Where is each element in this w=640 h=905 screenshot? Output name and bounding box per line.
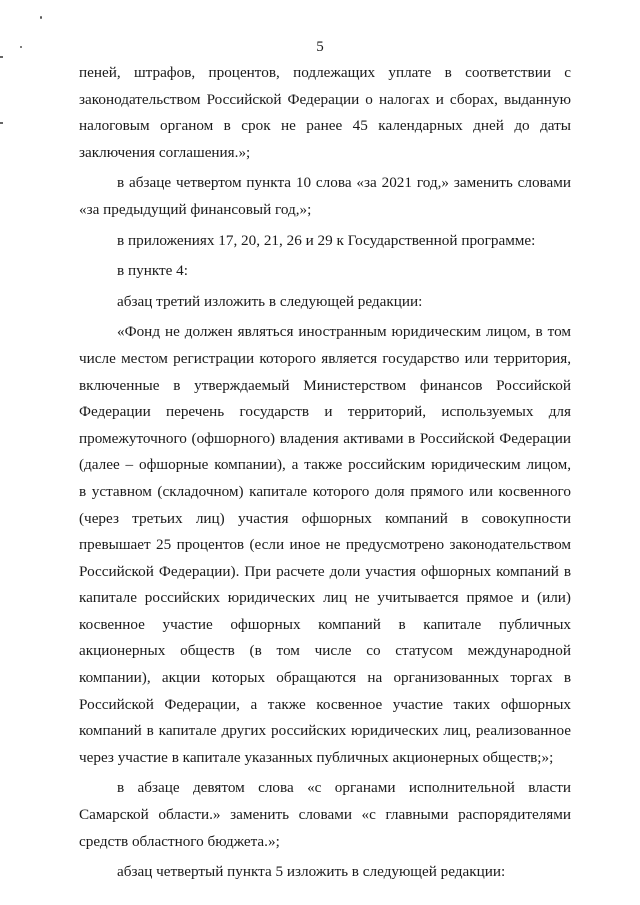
text-line: (через третьих лиц) участия офшорных компаний в совокупности <box>79 509 571 527</box>
text-line: законодательством Российской Федерации о налогах и сборах, выданную <box>79 90 571 108</box>
text-line: в приложениях 17, 20, 21, 26 и 29 к Государственной программе: <box>117 231 536 249</box>
text-line: «Фонд не должен являться иностранным юридическим лицом, в том <box>117 323 571 341</box>
text-line: числе местом регистрации которого является государство или территория, <box>79 349 571 367</box>
text-line: акционерных обществ (в том числе со статусом международной <box>79 642 571 660</box>
paragraph <box>79 60 571 166</box>
paragraph <box>79 170 571 223</box>
text-line: в уставном (складочном) капитале которого доля прямого или косвенного <box>79 482 571 500</box>
text-line: в пункте 4: <box>117 262 188 280</box>
text-line: Российской Федерации). При расчете доли участия офшорных компаний в <box>79 562 571 580</box>
paragraph <box>79 319 571 771</box>
text-line: средств областного бюджета.»; <box>79 832 280 850</box>
text-line: превышает 25 процентов (если иное не предусмотрено законодательством <box>79 536 571 554</box>
text-line: абзац четвертый пункта 5 изложить в следующей редакции: <box>117 863 506 881</box>
text-line: косвенное участие офшорных компаний в капитале публичных <box>79 615 571 633</box>
text-line: Российской Федерации, а также косвенное участие таких офшорных <box>79 695 571 713</box>
text-line: компаний в капитале других российских юридических лиц, реализованное <box>79 722 571 740</box>
text-line: Самарской области.» заменить словами «с главными распорядителями <box>79 806 571 824</box>
document-body <box>79 60 571 886</box>
text-line: капитале российских юридических лиц не учитывается прямое и (или) <box>79 589 571 607</box>
text-line: Федерации перечень государств и территорий, используемых для <box>79 403 571 421</box>
paragraph <box>79 775 571 855</box>
paragraph <box>79 289 571 316</box>
text-line: компании), акции которых обращаются на организованных торгах в <box>79 669 571 687</box>
paragraph <box>79 228 571 255</box>
scan-speck <box>40 16 42 19</box>
text-line: промежуточного (офшорного) владения активами в Российской Федерации <box>79 429 571 447</box>
text-line: заключения соглашения.»; <box>79 143 251 161</box>
text-line: «за предыдущий финансовый год,»; <box>79 200 312 218</box>
text-line: через участие в капитале указанных публичных акционерных обществ;»; <box>79 748 554 766</box>
text-line: включенные в утверждаемый Министерством финансов Российской <box>79 376 571 394</box>
paragraph <box>79 258 571 285</box>
paragraph <box>79 859 571 886</box>
text-line: в абзаце девятом слова «с органами исполнительной власти <box>117 779 571 797</box>
text-line: абзац третий изложить в следующей редакции: <box>117 292 423 310</box>
text-line: налоговым органом в срок не ранее 45 календарных дней до даты <box>79 117 571 135</box>
text-line: пеней, штрафов, процентов, подлежащих уплате в соответствии с <box>79 64 571 81</box>
scan-edge-mark <box>0 122 3 124</box>
text-line: (далее – офшорные компании), а также российским юридическим лицом, <box>79 456 571 474</box>
page-number: 5 <box>316 39 324 55</box>
text-line: в абзаце четвертом пункта 10 слова «за 2021 год,» заменить словами <box>117 174 571 192</box>
